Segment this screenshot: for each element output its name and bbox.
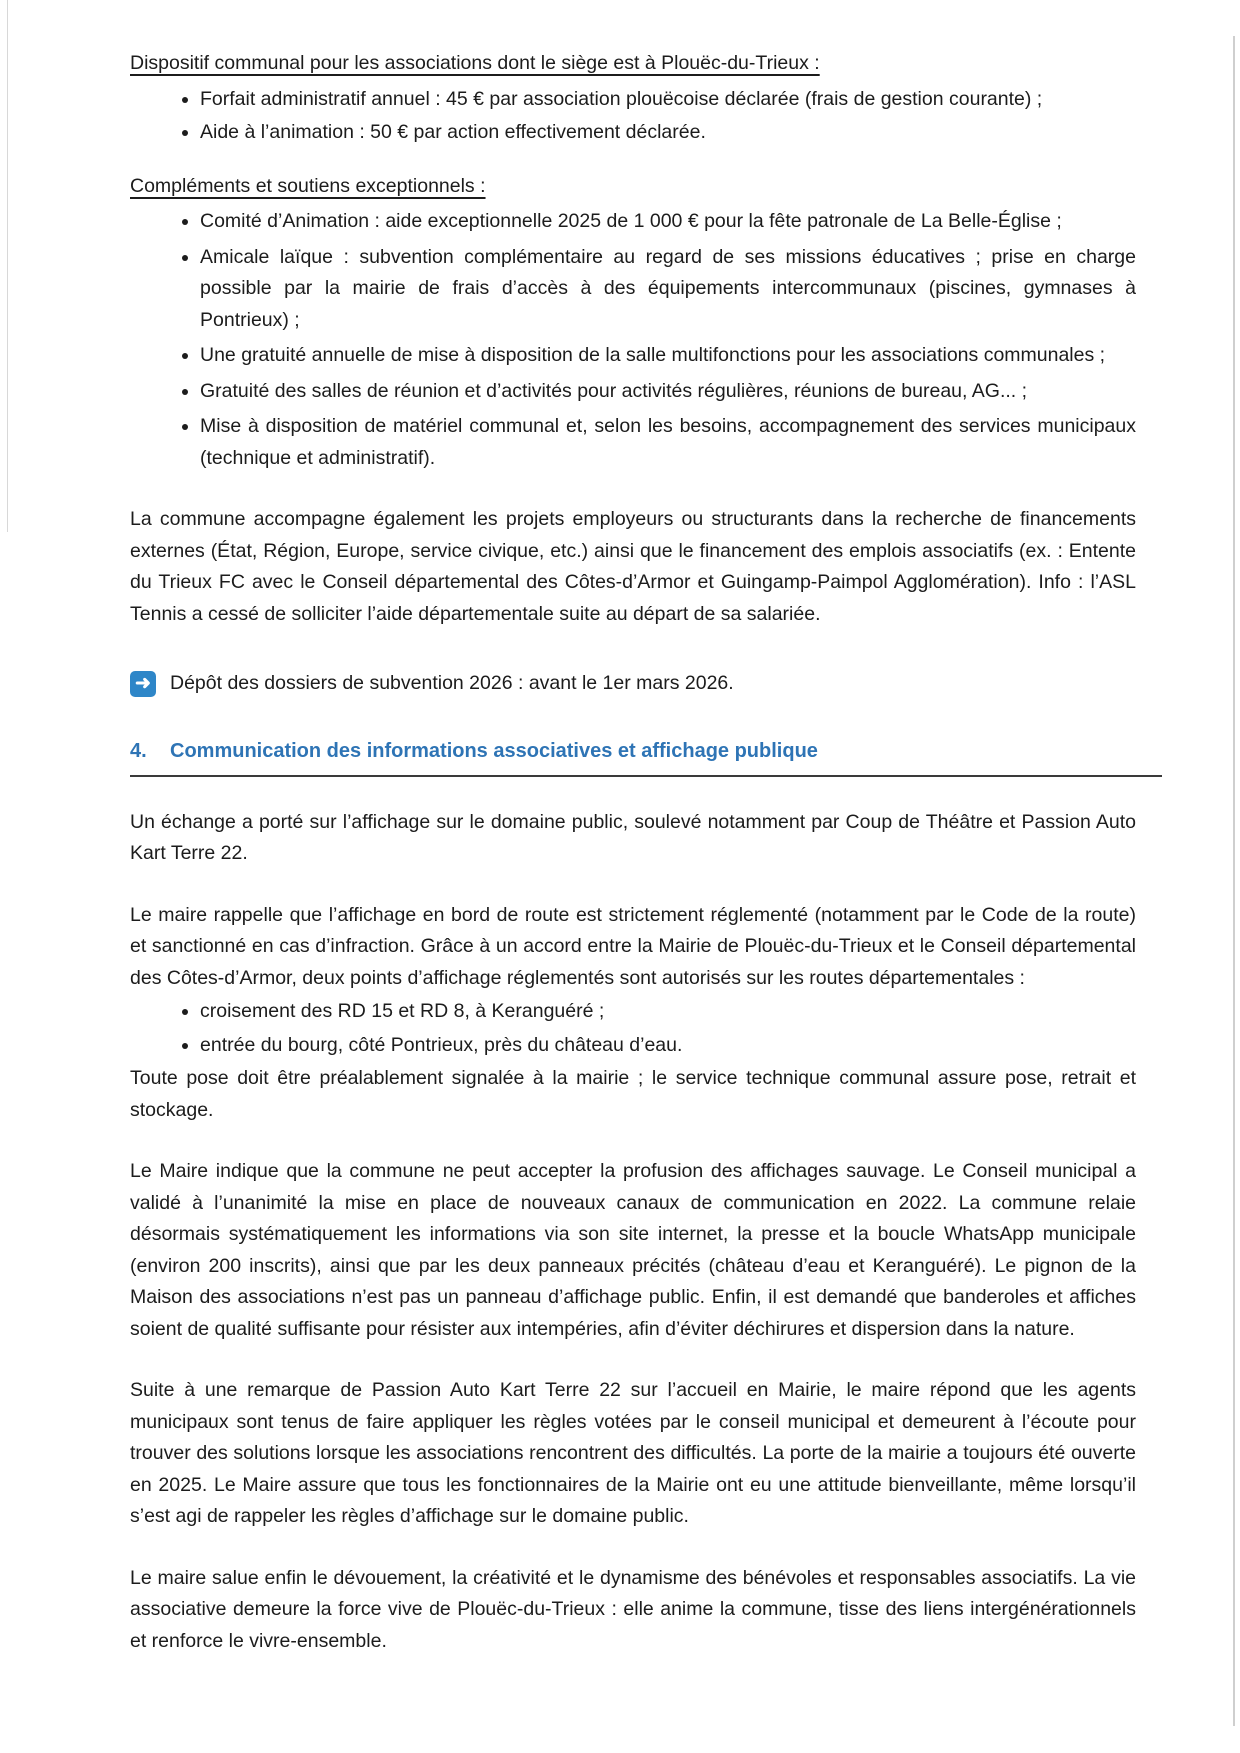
list-item: • entrée du bourg, côté Pontrieux, près du château d’eau. <box>200 1030 1136 1062</box>
heading-dispositif-communal: Dispositif communal pour les associations dont le siège est à Plouëc-du-Trieux : <box>130 52 820 74</box>
paragraph-canaux-communication: Le Maire indique que la commune ne peut accepter la profusion des affichages sauvage. Le Conseil municipal a validé à l’unanimité la mise en place de nouveaux canaux de communication en 2022. La commune relaie désormais systématiquement les informations via son site internet, la presse et la boucle WhatsApp municipale (environ 200 inscrits), ainsi que par les deux panneaux précités (château d’eau et Keranguéré). Le pignon de la Maison des associations n’est pas un panneau d’affichage public. Enfin, il est demandé que banderoles et affiches soient de qualité suffisante pour résister aux intempéries, afin d’éviter déchirures et dispersion dans la nature. <box>130 1160 1136 1340</box>
paragraph-pose: Toute pose doit être préalablement signalée à la mairie ; le service technique communal assure pose, retrait et stockage. <box>130 1067 1136 1121</box>
note-text: Dépôt des dossiers de subvention 2026 : avant le 1er mars 2026. <box>170 672 734 694</box>
paragraph-echange-affichage: Un échange a porté sur l’affichage sur le domaine public, soulevé notamment par Coup de Théâtre et Passion Auto Kart Terre 22. <box>130 810 1136 864</box>
list-item: • Forfait administratif annuel : 45 € par association plouëcoise déclarée (frais de gestion courante) ; <box>200 84 1136 116</box>
list-item: • croisement des RD 15 et RD 8, à Keranguéré ; <box>200 996 1136 1028</box>
note-depot-dossiers <box>130 668 1136 700</box>
paragraph-reglementation: Le maire rappelle que l’affichage en bord de route est strictement réglementé (notamment par le Code de la route) et sanctionné en cas d’infraction. Grâce à un accord entre la Mairie de Plouëc-du-Trieux et le Conseil départemental des Côtes-d’Armor, deux points d’affichage réglementés sont autorisés sur les routes départementales : <box>130 903 1136 989</box>
section4-number: 4. <box>130 739 147 762</box>
section4-title: Communication des informations associatives et affichage publique <box>170 739 818 762</box>
arrow-right-icon: ➜ <box>130 671 156 697</box>
paragraph-accueil-mairie: Suite à une remarque de Passion Auto Kart Terre 22 sur l’accueil en Mairie, le maire répond que les agents municipaux sont tenus de faire appliquer les règles votées par le conseil municipal et demeurent à l’écoute pour trouver des solutions lorsque les associations rencontrent des difficultés. La porte de la mairie a toujours été ouverte en 2025. Le Maire assure que tous les fonctionnaires de la Mairie ont eu une attitude bienveillante, même lorsqu’il s’est agi de rappeler les règles d’affichage sur le domaine public. <box>130 1379 1136 1527</box>
list-item: • Une gratuité annuelle de mise à disposition de la salle multifonctions pour les associations communales ; <box>200 340 1136 372</box>
bullet-list-complements <box>130 206 1136 474</box>
bullet-list-dispositif <box>130 84 1136 149</box>
list-item: • Gratuité des salles de réunion et d’activités pour activités régulières, réunions de bureau, AG... ; <box>200 376 1136 408</box>
list-item: • Aide à l’animation : 50 € par action effectivement déclarée. <box>200 117 1136 149</box>
bullet-list-points-affichage <box>130 996 1136 1061</box>
list-item: • Mise à disposition de matériel communal et, selon les besoins, accompagnement des services municipaux (technique et administratif). <box>200 411 1136 474</box>
paragraph-conclusion-benevoles: Le maire salue enfin le dévouement, la créativité et le dynamisme des bénévoles et responsables associatifs. La vie associative demeure la force vive de Plouëc-du-Trieux : elle anime la commune, tisse des liens intergénérationnels et renforce le vivre-ensemble. <box>130 1566 1136 1652</box>
heading-complements: Compléments et soutiens exceptionnels : <box>130 174 486 197</box>
section4-heading <box>130 736 1162 777</box>
document-content <box>130 48 1136 1657</box>
paragraph-financements: La commune accompagne également les projets employeurs ou structurants dans la recherche de financements externes (État, Région, Europe, service civique, etc.) ainsi que le financement des emplois associatifs (ex. : Entente du Trieux FC avec le Conseil départemental des Côtes-d’Armor et Guingamp-Paimpol Agglomération). Info : l’ASL Tennis a cessé de solliciter l’aide départementale suite au départ de sa salariée. <box>130 508 1136 625</box>
list-item: • Comité d’Animation : aide exceptionnelle 2025 de 1 000 € pour la fête patronale de La Belle-Église ; <box>200 206 1136 238</box>
list-item: • Amicale laïque : subvention complémentaire au regard de ses missions éducatives ; prise en charge possible par la mairie de frais d’accès à des équipements intercommunaux (piscines, gymnases à Pontrieux) ; <box>200 242 1136 337</box>
scan-edge-line-left <box>7 0 8 532</box>
scan-edge-line-right <box>1233 36 1235 1726</box>
